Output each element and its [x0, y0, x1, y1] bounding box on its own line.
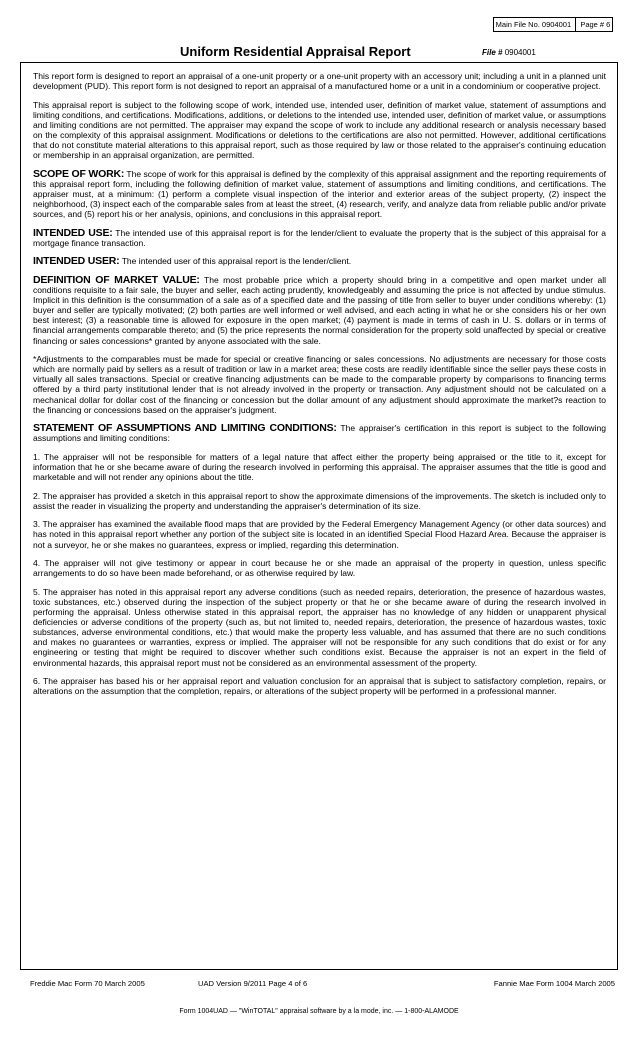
report-title: Uniform Residential Appraisal Report — [180, 44, 411, 59]
page-number: Page # 6 — [580, 20, 611, 29]
intended-user — [33, 256, 606, 266]
intended-use-heading: INTENDED USE: — [33, 226, 113, 239]
intended-use-text: The intended use of this appraisal report is for the lender/client to evaluate the property that is the subject of this appraisal for a mortgage finance transaction. — [33, 227, 606, 248]
main-file-reference — [493, 17, 613, 32]
condition-1: 1. The appraiser will not be responsible for matters of a legal nature that affect either the property being appraised or the title to it, except for information that he or she became aware of during the research involved in performing this appraisal. The appraiser assumes that the title is good and marketable and will not render any opinions about the title. — [33, 451, 606, 483]
scope-text: The scope of work for this appraisal is defined by the complexity of this appraisal assignment and the reporting requirements of this appraisal report form, including the following definition of market value, statement of assumptions and limiting conditions, and certifications. The appraiser must, at a minimum: (1) perform a complete visual inspection of the interior and exterior areas of the subject property, (2) inspect the neighborhood, (3) inspect each of the comparable sales from at least the street, (4) research, verify, and analyze data from reliable public and/or private sources, and (5) report his or her analysis, opinions, and conclusions in this appraisal report. — [33, 168, 606, 220]
intended-use — [33, 228, 606, 248]
footer-uad-version: UAD Version 9/2011 Page 4 of 6 — [198, 979, 308, 988]
assumptions-text: The appraiser's certification in this report is subject to the following assumptions and limiting conditions: — [33, 423, 606, 444]
file-number: 0904001 — [504, 48, 536, 57]
file-number-field — [482, 48, 536, 57]
scope-of-work — [33, 169, 606, 219]
software-credit: Form 1004UAD — "WinTOTAL" appraisal software by a la mode, inc. — 1-800-ALAMODE — [179, 1008, 459, 1015]
condition-3: 3. The appraiser has examined the available flood maps that are provided by the Federal Emergency Management Agency (or other data sources) and has noted in this appraisal report whether any portion of the subject site is located in an identified Special Flood Hazard Area. Because the appraiser is not a surveyor, he or she makes no guarantees, express or implied, regarding this determination. — [33, 519, 606, 550]
condition-2: 2. The appraiser has provided a sketch in this appraisal report to show the approximate dimensions of the improvements. The sketch is included only to assist the reader in visualizing the property and understanding the appraiser's determination of its size. — [33, 490, 606, 511]
scope-heading: SCOPE OF WORK: — [33, 167, 125, 180]
report-body — [33, 71, 606, 705]
main-file-number: Main File No. 0904001 — [495, 20, 572, 29]
scope-intro: This appraisal report is subject to the following scope of work, intended use, intended user, definition of market value, statement of assumptions and limiting conditions, and certifications. Modifications, additions, or deletions to the intended use, intended user, definition of market value, or assumptions and limiting conditions are not permitted. The appraiser may expand the scope of work to include any additional research or analysis necessary based on the complexity of this appraisal assignment. Modifications or deletions to the certifications are also not permitted. However, additional certifications that do not constitute material alterations to this appraisal report, such as those required by law or those related to the appraiser's continuing education or membership in an appraisal organization, are permitted. — [33, 99, 606, 161]
condition-5: 5. The appraiser has noted in this appraisal report any adverse conditions (such as needed repairs, deterioration, the presence of hazardous wastes, toxic substances, etc.) observed during the inspection of the subject property or that he or she became aware of during the research involved in performing the appraisal. Unless otherwise stated in this appraisal report, the appraiser has no knowledge of any hidden or unapparent physical deficiencies or adverse conditions of the property (such as, but not limited to, needed repairs, deterioration, the presence of hazardous wastes, toxic substances, adverse environmental conditions, etc.) that would make the property less valuable, and has assumed that there are no such conditions and makes no guarantees or warranties, express or implied. The appraiser will not be responsible for any such conditions that do exist or for any engineering or testing that might be required to discover whether such conditions exist. Because the appraiser is not an expert in the field of environmental hazards, this appraisal report must not be considered as an environmental assessment of the property. — [33, 586, 606, 668]
form-description: This report form is designed to report an appraisal of a one-unit property or a one-unit property with an accessory unit; including a unit in a planned unit development (PUD). This report form is not designed to report an appraisal of a manufactured home or a unit in a condominium or cooperative project. — [33, 71, 606, 92]
page-footer — [30, 979, 615, 991]
assumptions-heading: STATEMENT OF ASSUMPTIONS AND LIMITING CONDITIONS: — [33, 422, 337, 435]
file-label: File # — [482, 48, 503, 57]
market-value-heading: DEFINITION OF MARKET VALUE: — [33, 274, 200, 286]
market-value-definition — [33, 275, 606, 346]
condition-4: 4. The appraiser will not give testimony or appear in court because he or she made an appraisal of the property in question, unless specific arrangements to do so have been made beforehand, or as otherwise required by law. — [33, 558, 606, 579]
footer-freddie-mac: Freddie Mac Form 70 March 2005 — [30, 979, 145, 988]
market-value-text: The most probable price which a property should bring in a competitive and open market under all conditions requisite to a fair sale, the buyer and seller, each acting prudently, knowledgeably and assuming the price is not affected by undue stimulus. Implicit in this definition is the consummation of a sale as of a specified date and the passing of title from seller to buyer under conditions whereby: (1) buyer and seller are typically motivated; (2) both parties are well informed or well advised, and each acting in what he or she considers his or her own best interest; (3) a reasonable time is allowed for exposure in the open market; (4) payment is made in terms of cash in U. S. dollars or in terms of financial arrangements comparable thereto; and (5) the price represents the normal consideration for the property sold unaffected by special or creative financing or sales concessions* granted by anyone associated with the sale. — [33, 275, 606, 346]
adjustments-note: *Adjustments to the comparables must be made for special or creative financing or sales concessions. No adjustments are necessary for those costs which are normally paid by sellers as a result of tradition or law in a market area; these costs are readily identifiable since the seller pays these costs in virtually all sales transactions. Special or creative financing adjustments can be made to the comparable property by comparisons to financing terms offered by a third party institutional lender that is not already involved in the property or transaction. Any adjustment should not be calculated on a mechanical dollar for dollar cost of the financing or concession but the dollar amount of any adjustment should approximate the market?s reaction to the financing or concessions based on the appraiser's judgment. — [33, 354, 606, 415]
intended-user-heading: INTENDED USER: — [33, 255, 120, 268]
divider — [575, 18, 576, 31]
intended-user-text: The intended user of this appraisal report is the lender/client. — [119, 256, 352, 267]
assumptions-statement — [33, 423, 606, 443]
footer-fannie-mae: Fannie Mae Form 1004 March 2005 — [493, 979, 615, 988]
condition-6: 6. The appraiser has based his or her appraisal report and valuation conclusion for an appraisal that is subject to satisfactory completion, repairs, or alterations on the assumption that the completion, repairs, or alterations of the subject property will be performed in a professional manner. — [33, 676, 606, 697]
